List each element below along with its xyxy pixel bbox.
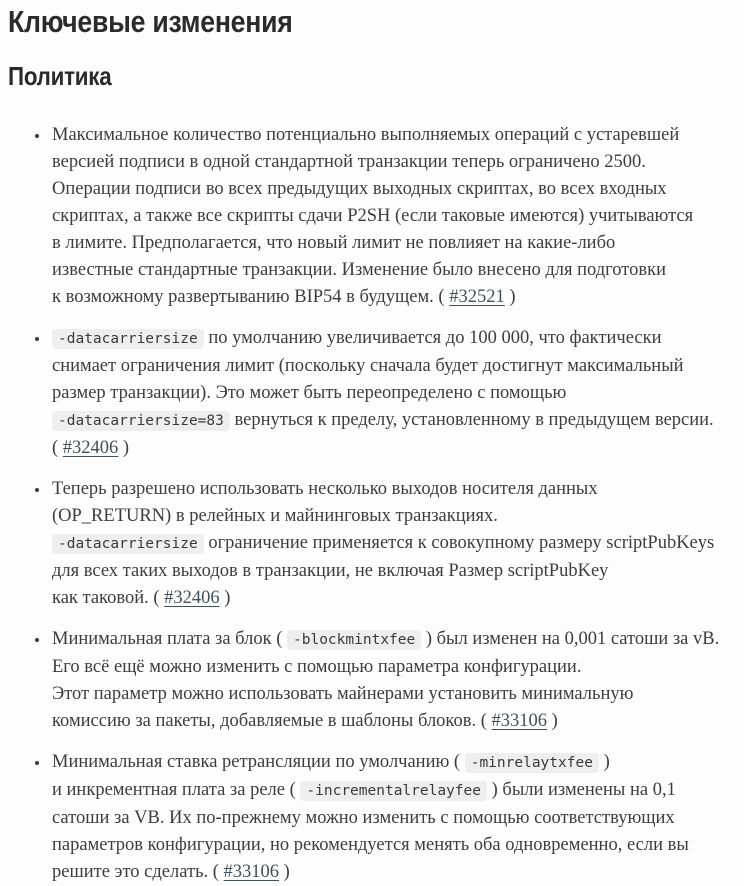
inline-code: -datacarriersize=83 [52,411,230,431]
list-item: • Теперь разрешено использовать несколько выходов носителя данных (OP_RETURN) в релейных и майнинговых транзакциях. -datacarriersize ограничение применяется к совокупному размеру scriptPubKeys для всех таких выходов в транзакции, не включая Размер scriptPubKey как таковой. ( #32406 ) [50,476,728,612]
section-heading-policy: Политика [8,60,112,91]
page-title: Ключевые изменения [8,4,293,39]
changes-list [8,122,728,886]
pr-link[interactable]: #33106 [491,710,547,731]
pr-link[interactable]: #32406 [164,587,220,608]
inline-code: -datacarriersize [52,534,204,554]
list-item: • Максимальное количество потенциально выполняемых операций с устаревшей версией подписи в одной стандартной транзакции теперь ограничено 2500. Операции подписи во всех предыдущих выходных скриптах, во всех входных скриптах, а также все скрипты сдачи P2SH (если таковые имеются) учитываются в лимите. Предполагается, что новый лимит не повлияет на какие-либо известные стандартные транзакции. Изменение было внесено для подготовки к возможному развертыванию BIP54 в будущем. ( #32521 ) [50,122,728,311]
inline-code: -minrelaytxfee [465,753,599,773]
list-item: • -datacarriersize по умолчанию увеличивается до 100 000, что фактически снимает ограничения лимит (поскольку сначала будет достигнут максимальный размер транзакции). Это может быть переопределено с помощью -datacarriersize=83 вернуться к пределу, установленному в предыдущем версии. ( #32406 ) [50,325,728,462]
inline-code: -datacarriersize [52,329,204,349]
pr-link[interactable]: #33106 [223,861,280,882]
list-item: • Минимальная ставка ретрансляции по умолчанию ( -minrelaytxfee ) и инкрементная плата за реле ( -incrementalrelayfee ) были изменены на 0,1 сатоши за VB. Их по-прежнему можно изменить с помощью соответствующих параметров конфигурации, но рекомендуется менять оба одновременно, если вы решите это сделать. ( #33106 ) [50,749,728,886]
inline-code: -blockmintxfee [287,630,421,650]
list-item: • Минимальная плата за блок ( -blockmintxfee ) был изменен на 0,001 сатоши за vB. Его всё ещё можно изменить с помощью параметра конфигурации. Этот параметр можно использовать майнерами установить минимальную комиссию за пакеты, добавляемые в шаблоны блоков. ( #33106 ) [50,626,728,735]
pr-link[interactable]: #32521 [449,286,505,307]
inline-code: -incrementalrelayfee [300,781,487,801]
pr-link[interactable]: #32406 [62,437,119,458]
